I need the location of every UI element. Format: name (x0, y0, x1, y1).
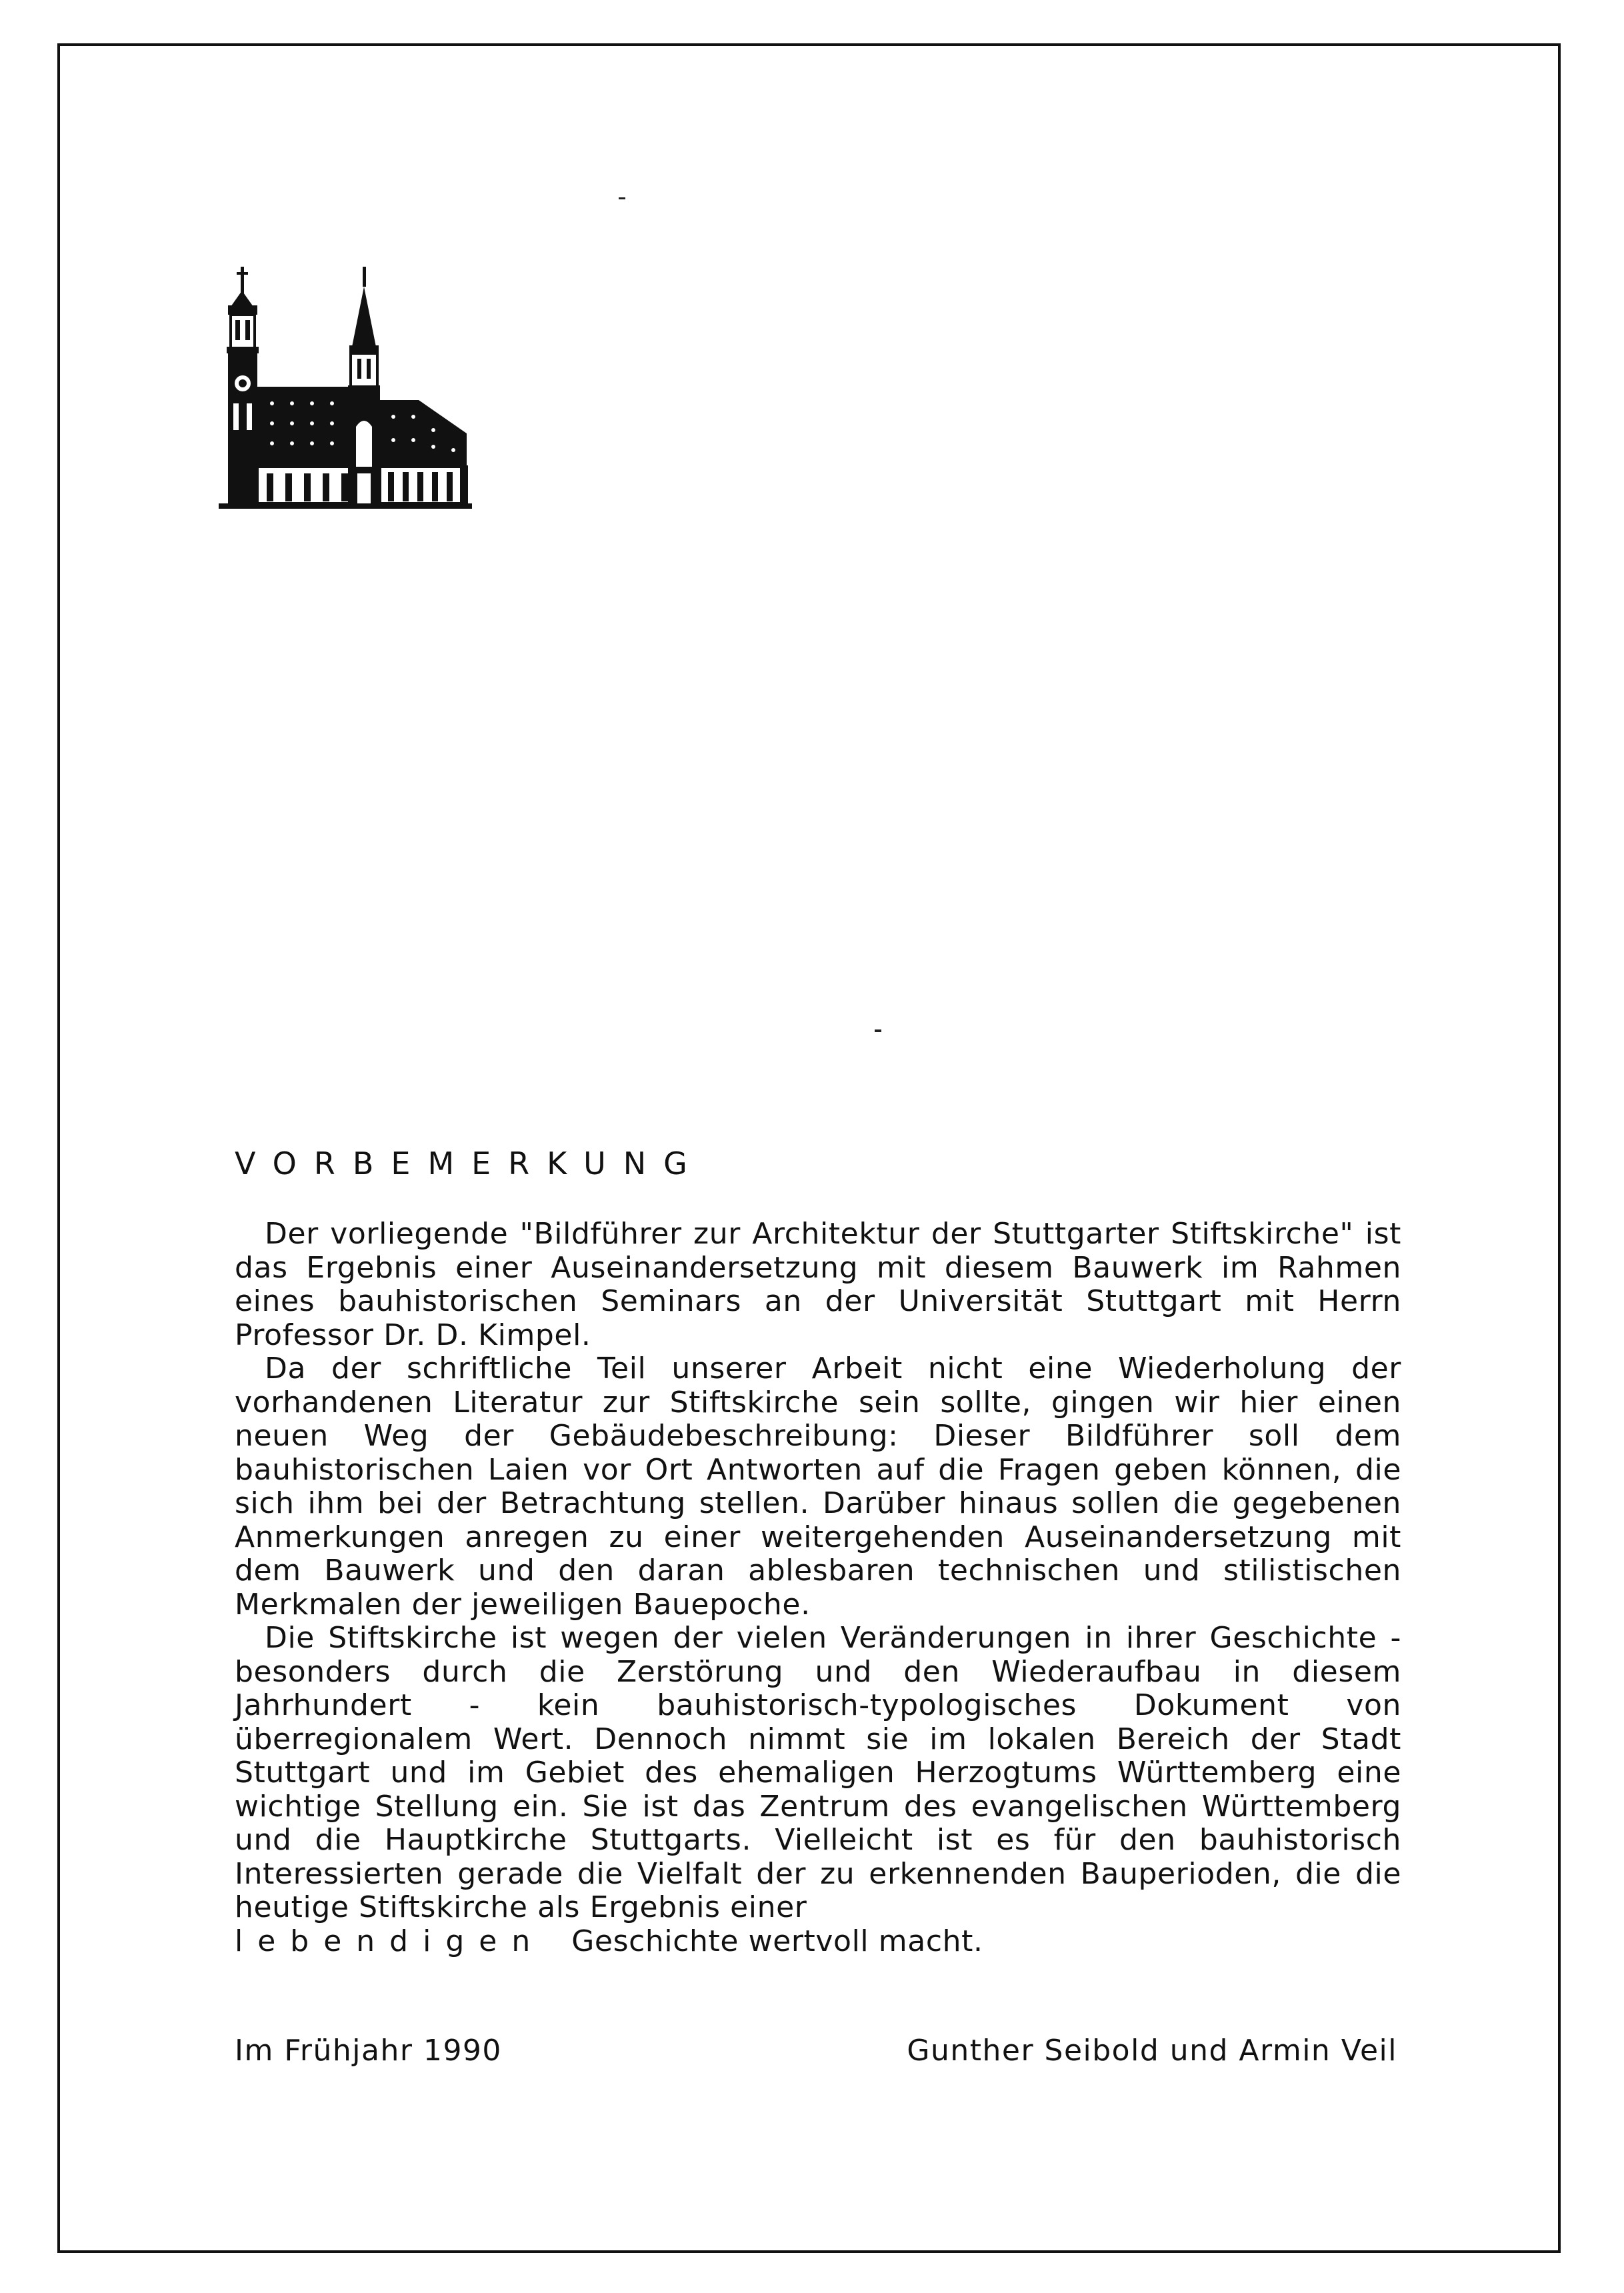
stiftskirche-church-icon (219, 267, 472, 513)
footer-date: Im Frühjahr 1990 (235, 2034, 502, 2068)
last-line (235, 1925, 1401, 1959)
scan-speck (619, 197, 625, 199)
heading-vorbemerkung: VORBEMERKUNG (235, 1145, 705, 1182)
paragraph: Die Stiftskirche ist wegen der vielen Veränderungen in ihrer Geschichte - besonders durch die Zerstörung und den Wiederaufbau in diesem Jahrhundert - kein bauhistorisch-typologisches Dokument von überregionalem Wert. Dennoch nimmt sie im lokalen Bereich der Stadt Stuttgart und im Gebiet des ehemaligen Herzogtums Württemberg eine wichtige Stellung ein. Sie ist das Zentrum des evangelischen Württemberg und die Hauptkirche Stuttgarts. Vielleicht ist es für den bauhistorisch Interessierten gerade die Vielfalt der zu erkennenden Bauperioden, die die heutige Stiftskirche als Ergebnis einer (235, 1621, 1401, 1924)
scan-speck (875, 1029, 881, 1032)
preface-body (235, 1218, 1401, 1958)
footer-authors: Gunther Seibold und Armin Veil (907, 2034, 1397, 2068)
paragraph: Da der schriftliche Teil unserer Arbeit nicht eine Wiederholung der vorhandenen Literatur zur Stiftskirche sein sollte, gingen wir hier einen neuen Weg der Gebäudebeschreibung: Dieser Bildführer soll dem bauhistorischen Laien vor Ort Antworten auf die Fragen geben können, die sich ihm bei der Betrachtung stellen. Darüber hinaus sollen die gegebenen Anmerkungen anregen zu einer weitergehenden Auseinandersetzung mit dem Bauwerk und den daran ablesbaren technischen und stilistischen Merkmalen der jeweiligen Bauepoche. (235, 1352, 1401, 1622)
spaced-word: lebendigen (235, 1924, 545, 1958)
paragraph: Der vorliegende "Bildführer zur Architektur der Stuttgarter Stiftskirche" ist das Ergebnis einer Auseinandersetzung mit diesem Bauwerk im Rahmen eines bauhistorischen Seminars an der Universität Stuttgart mit Herrn Professor Dr. D. Kimpel. (235, 1217, 1401, 1352)
last-line-rest: Geschichte wertvoll macht. (571, 1924, 983, 1958)
